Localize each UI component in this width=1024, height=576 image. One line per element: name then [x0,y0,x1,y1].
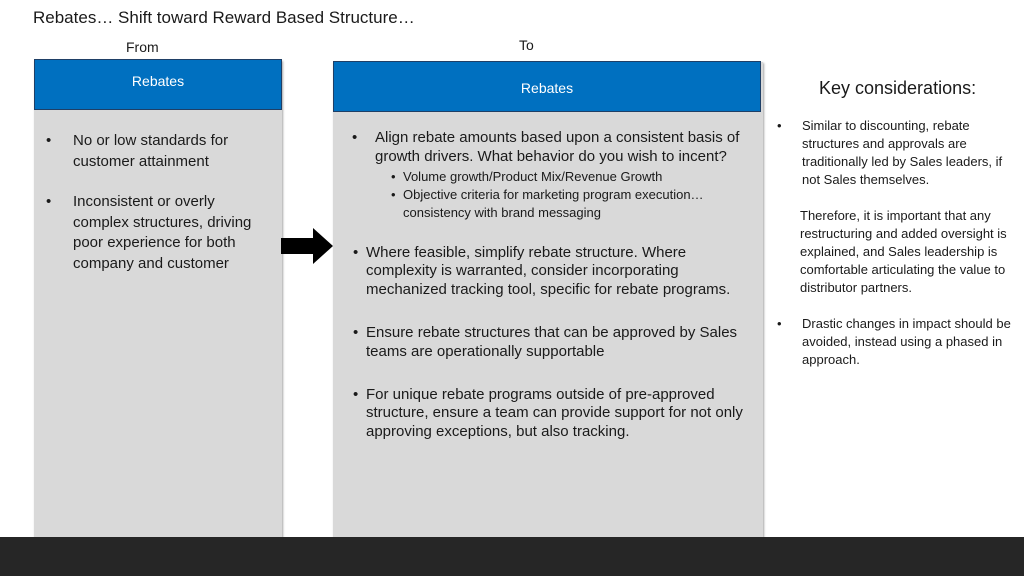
key-consideration-item: • Similar to discounting, rebate structures and approvals are traditionally led by Sales leaders, if not Sales themselves. [774,117,1019,189]
slide-title: Rebates… Shift toward Reward Based Structure… [33,8,415,27]
from-bullet-list [46,131,272,294]
right-arrow-icon [281,228,335,264]
to-bullet: • Where feasible, simplify rebate structure. Where complexity is warranted, consider incorporating mechanized tracking tool, specific for rebate programs. [350,244,755,300]
to-label: To [519,37,534,53]
key-consideration-item: • Drastic changes in impact should be avoided, instead using a phased in approach. [774,315,1019,369]
key-considerations-title: Key considerations: [819,78,977,98]
to-panel-header: Rebates [333,61,761,112]
from-bullet: • Inconsistent or overly complex structures, driving poor experience for both company and customer [46,192,272,274]
bottom-bar [0,537,1024,576]
to-sub-bullet: • Objective criteria for marketing program execution… consistency with brand messaging [391,186,755,222]
from-label: From [126,39,159,55]
to-sub-bullet: • Volume growth/Product Mix/Revenue Growth [391,168,755,186]
key-considerations-list [774,117,1019,369]
from-bullet: • No or low standards for customer attainment [46,131,272,172]
to-sub-bullet-list [375,168,755,222]
key-consideration-item: Therefore, it is important that any restructuring and added oversight is explained, and Sales leadership is comfortable articulating the value to distributor partners. [800,208,1007,295]
from-panel-header: Rebates [34,59,282,110]
to-bullet: • For unique rebate programs outside of pre-approved structure, ensure a team can provide support for not only approving exceptions, but also tracking. [350,386,755,442]
to-bullet-text: Align rebate amounts based upon a consistent basis of growth drivers. What behavior do you wish to incent? [375,129,740,165]
to-bullet-list [350,129,755,442]
to-bullet [350,129,755,222]
to-bullet: • Ensure rebate structures that can be approved by Sales teams are operationally supportable [350,324,755,362]
